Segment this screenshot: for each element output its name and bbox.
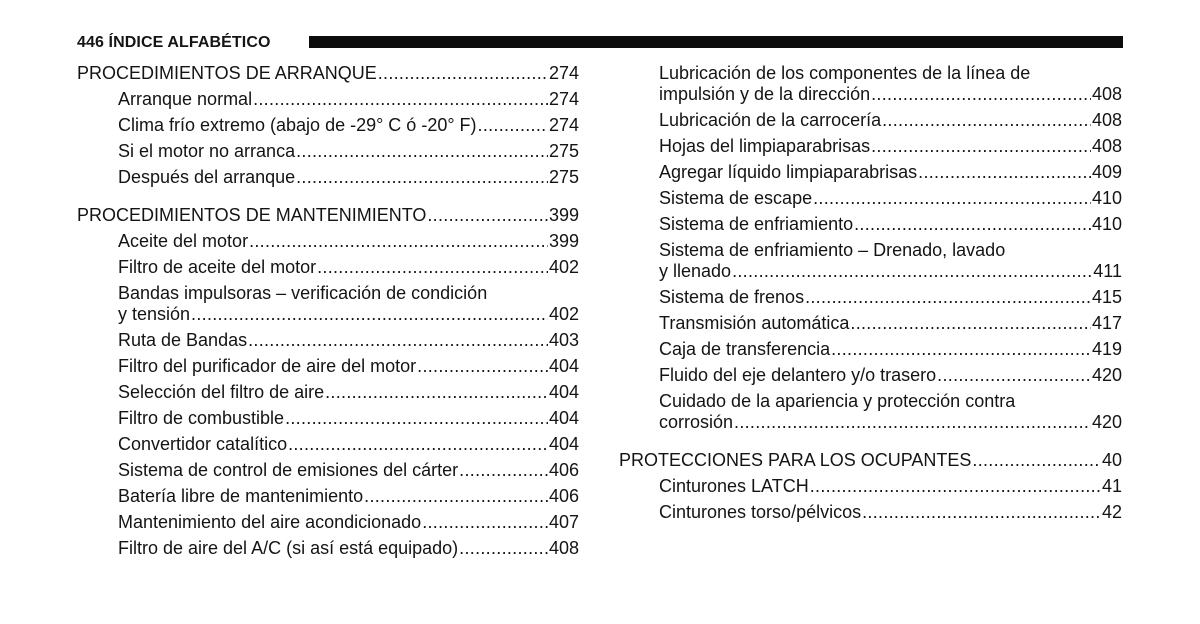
entry-page: 407 <box>548 512 579 532</box>
dot-leader <box>325 382 548 403</box>
index-heading <box>77 63 579 84</box>
index-column-right <box>619 63 1122 523</box>
entry-page: 411 <box>1093 261 1122 281</box>
dot-leader <box>417 356 548 377</box>
entry-page: 274 <box>548 63 579 83</box>
index-entry <box>659 240 1122 282</box>
index-entry <box>659 313 1122 334</box>
index-column-left <box>77 63 579 559</box>
entry-text: PROCEDIMIENTOS DE ARRANQUE <box>77 63 377 83</box>
page-header-title: 446 ÍNDICE ALFABÉTICO <box>77 34 271 51</box>
entry-page: 408 <box>1091 136 1122 156</box>
index-entry <box>118 512 579 533</box>
entry-text: Sistema de escape <box>659 188 813 208</box>
dot-leader <box>191 304 548 325</box>
header-rule <box>309 36 1123 48</box>
index-entry <box>659 110 1122 131</box>
dot-leader <box>249 231 548 252</box>
index-entry <box>659 287 1122 308</box>
dot-leader <box>831 339 1091 360</box>
index-entry <box>118 408 579 429</box>
entry-page: 275 <box>548 167 579 187</box>
entry-text: Lubricación de la carrocería <box>659 110 882 130</box>
entry-page: 410 <box>1091 188 1122 208</box>
entry-page: 420 <box>1091 412 1122 432</box>
index-entry <box>659 136 1122 157</box>
index-heading <box>77 205 579 226</box>
entry-text-line1: Lubricación de los componentes de la línea de <box>659 63 1031 83</box>
index-entry <box>118 538 579 559</box>
entry-text: Cinturones LATCH <box>659 476 809 496</box>
entry-page: 403 <box>548 330 579 350</box>
index-entry <box>118 382 579 403</box>
index-entry <box>118 283 579 325</box>
entry-page: 399 <box>548 205 579 225</box>
entry-page: 420 <box>1091 365 1122 385</box>
entry-text: Fluido del eje delantero y/o trasero <box>659 365 937 385</box>
index-entry <box>659 365 1122 386</box>
entry-text: Selección del filtro de aire <box>118 382 325 402</box>
dot-leader <box>918 162 1091 183</box>
dot-leader <box>805 287 1091 308</box>
entry-text: Caja de transferencia <box>659 339 831 359</box>
dot-leader <box>862 502 1101 523</box>
entry-page: 404 <box>548 356 579 376</box>
dot-leader <box>871 84 1091 105</box>
index-entry <box>118 167 579 188</box>
index-entry <box>659 188 1122 209</box>
entry-text-line1: Sistema de enfriamiento – Drenado, lavado <box>659 240 1006 260</box>
entry-page: 274 <box>548 115 579 135</box>
entry-text: Filtro de aire del A/C (si así está equipado) <box>118 538 459 558</box>
dot-leader <box>459 538 548 559</box>
entry-text: Transmisión automática <box>659 313 850 333</box>
dot-leader <box>248 330 548 351</box>
index-heading <box>619 450 1122 471</box>
dot-leader <box>427 205 548 226</box>
entry-text: impulsión y de la dirección <box>659 84 871 104</box>
entry-text: Agregar líquido limpiaparabrisas <box>659 162 918 182</box>
entry-page: 415 <box>1091 287 1122 307</box>
dot-leader <box>854 214 1091 235</box>
entry-text: Aceite del motor <box>118 231 249 251</box>
dot-leader <box>378 63 548 84</box>
index-entry <box>118 356 579 377</box>
dot-leader <box>364 486 548 507</box>
index-entry <box>118 257 579 278</box>
entry-text: Después del arranque <box>118 167 296 187</box>
index-entry <box>659 214 1122 235</box>
entry-text: PROTECCIONES PARA LOS OCUPANTES <box>619 450 972 470</box>
index-entry <box>118 89 579 110</box>
entry-text: Filtro del purificador de aire del motor <box>118 356 417 376</box>
dot-leader <box>296 141 548 162</box>
entry-page: 419 <box>1091 339 1122 359</box>
entry-text: Arranque normal <box>118 89 253 109</box>
entry-text: Sistema de frenos <box>659 287 805 307</box>
entry-text: Cinturones torso/pélvicos <box>659 502 862 522</box>
index-entry <box>118 434 579 455</box>
entry-text: Clima frío extremo (abajo de -29° C ó -20° F) <box>118 115 477 135</box>
index-entry <box>118 460 579 481</box>
entry-text: Ruta de Bandas <box>118 330 248 350</box>
dot-leader <box>813 188 1091 209</box>
entry-page: 404 <box>548 408 579 428</box>
dot-leader <box>459 460 548 481</box>
entry-text: corrosión <box>659 412 734 432</box>
entry-text: Sistema de control de emisiones del cárter <box>118 460 459 480</box>
entry-page: 404 <box>548 434 579 454</box>
entry-text: y llenado <box>659 261 732 281</box>
entry-text-line1: Bandas impulsoras – verificación de condición <box>118 283 488 303</box>
entry-page: 417 <box>1091 313 1122 333</box>
page-header <box>77 33 1123 53</box>
dot-leader <box>285 408 548 429</box>
entry-page: 399 <box>548 231 579 251</box>
entry-page: 410 <box>1091 214 1122 234</box>
dot-leader <box>882 110 1091 131</box>
index-entry <box>118 330 579 351</box>
entry-text: Si el motor no arranca <box>118 141 296 161</box>
dot-leader <box>734 412 1091 433</box>
index-entry <box>118 115 579 136</box>
entry-text: Hojas del limpiaparabrisas <box>659 136 871 156</box>
dot-leader <box>850 313 1091 334</box>
index-entry <box>659 391 1122 433</box>
entry-page: 409 <box>1091 162 1122 182</box>
index-entry <box>659 502 1122 523</box>
entry-text-line1: Cuidado de la apariencia y protección contra <box>659 391 1016 411</box>
entry-page: 408 <box>1091 110 1122 130</box>
entry-page: 42 <box>1101 502 1122 522</box>
entry-page: 406 <box>548 486 579 506</box>
dot-leader <box>810 476 1101 497</box>
dot-leader <box>296 167 548 188</box>
entry-page: 404 <box>548 382 579 402</box>
dot-leader <box>478 115 548 136</box>
entry-text: Filtro de aceite del motor <box>118 257 317 277</box>
index-entry <box>118 486 579 507</box>
index-entry <box>659 63 1122 105</box>
entry-page: 275 <box>548 141 579 161</box>
entry-page: 40 <box>1101 450 1122 470</box>
entry-text: Mantenimiento del aire acondicionado <box>118 512 422 532</box>
dot-leader <box>422 512 548 533</box>
dot-leader <box>972 450 1101 471</box>
index-entry <box>118 231 579 252</box>
entry-page: 406 <box>548 460 579 480</box>
dot-leader <box>288 434 548 455</box>
dot-leader <box>253 89 548 110</box>
entry-page: 402 <box>548 304 579 324</box>
entry-text: Batería libre de mantenimiento <box>118 486 364 506</box>
entry-page: 402 <box>548 257 579 277</box>
entry-page: 408 <box>1091 84 1122 104</box>
entry-page: 41 <box>1101 476 1122 496</box>
entry-page: 274 <box>548 89 579 109</box>
entry-text: y tensión <box>118 304 191 324</box>
entry-text: Convertidor catalítico <box>118 434 288 454</box>
index-entry <box>659 162 1122 183</box>
dot-leader <box>871 136 1091 157</box>
index-entry <box>118 141 579 162</box>
index-entry <box>659 339 1122 360</box>
entry-text: PROCEDIMIENTOS DE MANTENIMIENTO <box>77 205 427 225</box>
entry-page: 408 <box>548 538 579 558</box>
entry-text: Filtro de combustible <box>118 408 285 428</box>
dot-leader <box>937 365 1091 386</box>
index-entry <box>659 476 1122 497</box>
dot-leader <box>317 257 548 278</box>
entry-text: Sistema de enfriamiento <box>659 214 854 234</box>
dot-leader <box>732 261 1092 282</box>
